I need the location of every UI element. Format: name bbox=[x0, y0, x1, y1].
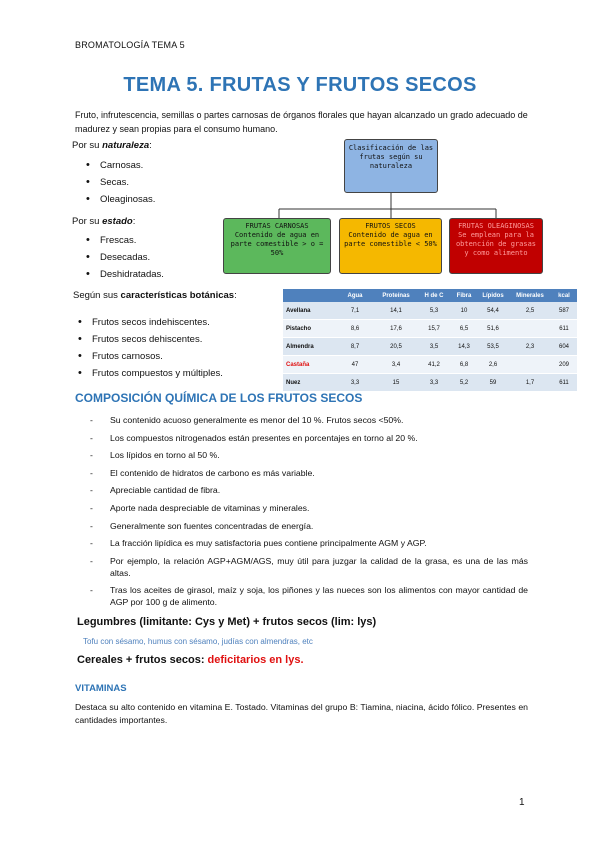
estado-label: Por su estado: bbox=[72, 216, 136, 227]
table-cell: 17,6 bbox=[375, 320, 417, 338]
legumbres-note: Legumbres (limitante: Cys y Met) + frutos secos (lim: lys) bbox=[77, 616, 377, 628]
list-item: - Aporte nada despreciable de vitaminas y minerales. bbox=[90, 502, 528, 514]
diagram-secos-box bbox=[339, 218, 442, 274]
table-header-row bbox=[283, 289, 577, 302]
list-item: • Secas. bbox=[86, 174, 155, 191]
table-cell: 6,5 bbox=[451, 320, 477, 338]
page-number: 1 bbox=[519, 797, 525, 808]
table-cell: 1,7 bbox=[509, 374, 551, 392]
page-title: TEMA 5. FRUTAS Y FRUTOS SECOS bbox=[123, 74, 477, 96]
list-item: • Frutos compuestos y múltiples. bbox=[78, 365, 223, 382]
table-header-cell: Agua bbox=[335, 289, 375, 302]
table-cell: 209 bbox=[551, 356, 577, 374]
table-cell: Castaña bbox=[283, 356, 335, 374]
table-cell: 3,3 bbox=[335, 374, 375, 392]
table-cell: 611 bbox=[551, 320, 577, 338]
secos-text: Contenido de agua en parte comestible < 50% bbox=[344, 231, 437, 248]
oleaginosas-text: Se emplean para la obtención de grasas y como alimento bbox=[455, 231, 537, 257]
table-cell: 587 bbox=[551, 302, 577, 320]
oleaginosas-title: FRUTAS OLEAGINOSAS bbox=[458, 222, 534, 230]
table-cell: 41,2 bbox=[417, 356, 451, 374]
table-cell: 3,4 bbox=[375, 356, 417, 374]
table-cell: 5,2 bbox=[451, 374, 477, 392]
table-cell: 51,6 bbox=[477, 320, 509, 338]
table-header-cell: Fibra bbox=[451, 289, 477, 302]
table-cell bbox=[509, 320, 551, 338]
secos-title: FRUTOS SECOS bbox=[365, 222, 416, 230]
list-item: - Tras los aceites de girasol, maíz y soja, los piñones y las nueces son los alimentos con mayor cantidad de AGP por 100 g de alimento. bbox=[90, 584, 528, 608]
table-cell: 2,3 bbox=[509, 338, 551, 356]
carnosas-title: FRUTAS CARNOSAS bbox=[245, 222, 309, 230]
naturaleza-label: Por su naturaleza: bbox=[72, 140, 152, 151]
table-cell: 5,3 bbox=[417, 302, 451, 320]
table-row bbox=[283, 302, 577, 320]
table-cell: Pistacho bbox=[283, 320, 335, 338]
list-item: - Apreciable cantidad de fibra. bbox=[90, 484, 528, 496]
table-row bbox=[283, 320, 577, 338]
table-row bbox=[283, 374, 577, 392]
cereales-text: Cereales + frutos secos: bbox=[77, 654, 208, 666]
table-header-cell: H de C bbox=[417, 289, 451, 302]
page-header: BROMATOLOGÍA TEMA 5 bbox=[75, 40, 185, 50]
table-cell: 47 bbox=[335, 356, 375, 374]
cereales-note bbox=[77, 654, 304, 666]
table-cell: 53,5 bbox=[477, 338, 509, 356]
list-item: • Frescas. bbox=[86, 232, 164, 249]
table-cell: 6,8 bbox=[451, 356, 477, 374]
table-cell: 7,1 bbox=[335, 302, 375, 320]
nutrient-table bbox=[283, 289, 577, 392]
composicion-heading: COMPOSICIÓN QUÍMICA DE LOS FRUTOS SECOS bbox=[75, 391, 363, 405]
table-cell: 14,1 bbox=[375, 302, 417, 320]
table-cell: 54,4 bbox=[477, 302, 509, 320]
table-cell: 3,5 bbox=[417, 338, 451, 356]
carnosas-text: Contenido de agua en parte comestible > o = 50% bbox=[230, 231, 324, 257]
table-cell: 15 bbox=[375, 374, 417, 392]
list-item: • Oleaginosas. bbox=[86, 191, 155, 208]
table-header-cell bbox=[283, 289, 335, 302]
diagram-oleaginosas-box bbox=[449, 218, 543, 274]
tofu-examples: Tofu con sésamo, humus con sésamo, judías con almendras, etc bbox=[83, 637, 313, 646]
table-cell: 14,3 bbox=[451, 338, 477, 356]
table-cell: Nuez bbox=[283, 374, 335, 392]
table-cell: 15,7 bbox=[417, 320, 451, 338]
list-item: - Por ejemplo, la relación AGP+AGM/AGS, muy útil para juzgar la calidad de la grasa, es una de las más altas. bbox=[90, 555, 528, 579]
table-header-cell: Minerales bbox=[509, 289, 551, 302]
list-item: - Los compuestos nitrogenados están presentes en porcentajes en torno al 20 %. bbox=[90, 432, 528, 444]
list-item: • Frutos secos indehiscentes. bbox=[78, 314, 223, 331]
table-cell: 3,3 bbox=[417, 374, 451, 392]
list-item: - Generalmente son fuentes concentradas de energía. bbox=[90, 520, 528, 532]
diagram-root-box bbox=[344, 139, 438, 193]
list-item: - La fracción lipídica es muy satisfactoria pues contiene principalmente AGM y AGP. bbox=[90, 537, 528, 549]
intro-paragraph: Fruto, infrutescencia, semillas o partes carnosas de órganos florales que hayan alcanzado un grado adecuado de madurez y sean propias para el consumo humano. bbox=[75, 110, 528, 134]
table-header-cell: Proteínas bbox=[375, 289, 417, 302]
table-cell: 20,5 bbox=[375, 338, 417, 356]
composicion-list bbox=[90, 414, 528, 614]
list-item: • Deshidratadas. bbox=[86, 266, 164, 283]
table-cell: Avellana bbox=[283, 302, 335, 320]
list-item: • Desecadas. bbox=[86, 249, 164, 266]
table-cell: 2,6 bbox=[477, 356, 509, 374]
table-header-cell: Lípidos bbox=[477, 289, 509, 302]
table-header-cell: kcal bbox=[551, 289, 577, 302]
botanicas-list bbox=[78, 314, 223, 382]
table-cell: Almendra bbox=[283, 338, 335, 356]
table-cell: 611 bbox=[551, 374, 577, 392]
diagram-carnosas-box bbox=[223, 218, 331, 274]
table-row bbox=[283, 356, 577, 374]
cereales-red-text: deficitarios en lys. bbox=[207, 654, 304, 666]
list-item: - Su contenido acuoso generalmente es menor del 10 %. Frutos secos <50%. bbox=[90, 414, 528, 426]
table-cell: 8,7 bbox=[335, 338, 375, 356]
table-cell: 8,6 bbox=[335, 320, 375, 338]
vitaminas-heading: VITAMINAS bbox=[75, 683, 127, 694]
list-item: • Frutos secos dehiscentes. bbox=[78, 331, 223, 348]
list-item: • Carnosas. bbox=[86, 157, 155, 174]
list-item: - El contenido de hidratos de carbono es más variable. bbox=[90, 467, 528, 479]
table-cell: 59 bbox=[477, 374, 509, 392]
table-cell: 604 bbox=[551, 338, 577, 356]
list-item: • Frutos carnosos. bbox=[78, 348, 223, 365]
table-row bbox=[283, 338, 577, 356]
table-cell: 10 bbox=[451, 302, 477, 320]
table-cell bbox=[509, 356, 551, 374]
table-cell: 2,5 bbox=[509, 302, 551, 320]
diagram-root-text: Clasificación de las frutas según su naturaleza bbox=[348, 144, 434, 170]
vitaminas-paragraph: Destaca su alto contenido en vitamina E. Tostado. Vitaminas del grupo B: Tiamina, niacina, ácido fólico. Presentes en cantidades importantes. bbox=[75, 702, 528, 725]
list-item: - Los lípidos en torno al 50 %. bbox=[90, 449, 528, 461]
botanicas-label: Según sus características botánicas: bbox=[73, 290, 237, 301]
